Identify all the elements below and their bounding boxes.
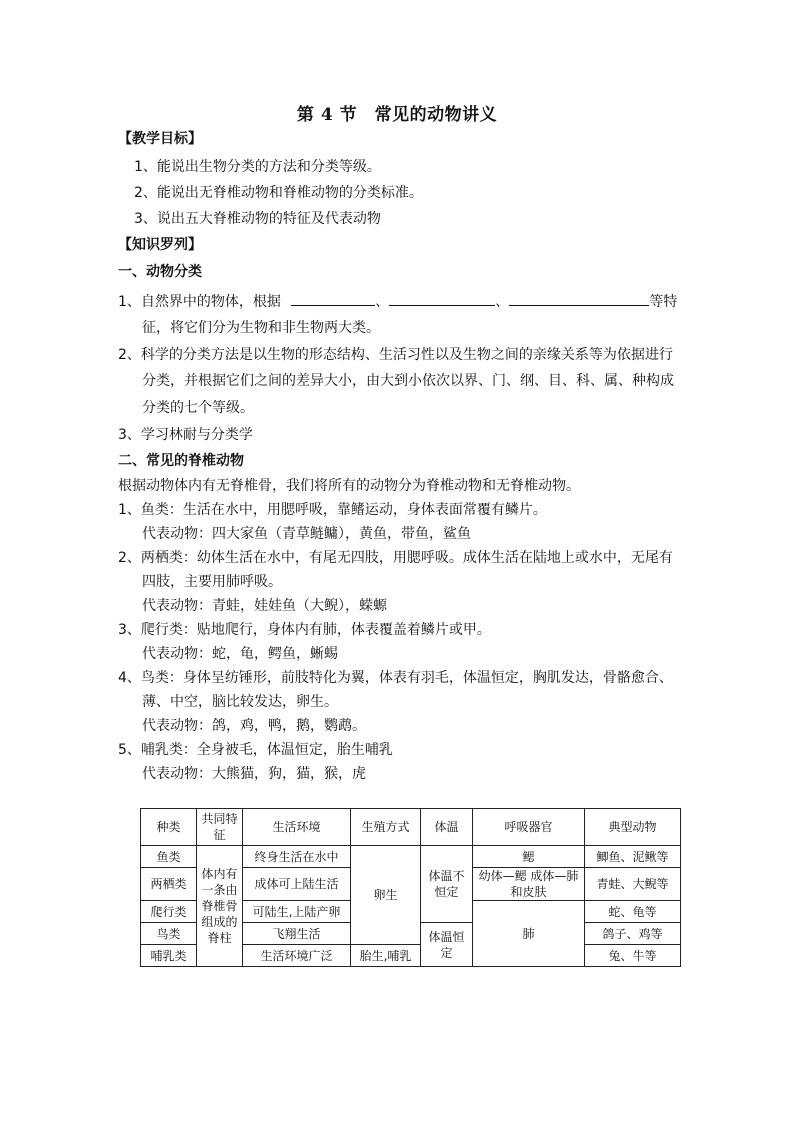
- temp-constant-cell: 体温恒定: [421, 923, 473, 967]
- resp-amph-cell: 幼体—鳃 成体—肺和皮肤: [473, 868, 585, 901]
- amphibian-representatives: 代表动物：青蛙，娃娃鱼（大鲵），蝾螈: [142, 598, 387, 614]
- paragraph-line: 分类的七个等级。: [142, 400, 254, 416]
- kind-cell: 哺乳类: [141, 945, 197, 967]
- bird-description: 4、鸟类：身体呈纺锤形，前肢特化为翼，体表有羽毛，体温恒定，胸肌发达，骨骼愈合、: [118, 670, 673, 686]
- mammal-description: 5、哺乳类：全身被毛，体温恒定，胎生哺乳: [118, 742, 393, 758]
- classification-table: [140, 808, 681, 967]
- section-heading-goals: 【教学目标】: [118, 131, 202, 147]
- kind-cell: 鱼类: [141, 846, 197, 868]
- fill-blank[interactable]: [509, 291, 649, 306]
- table-row: [141, 846, 681, 868]
- header-cell: 呼吸器官: [473, 809, 585, 846]
- header-cell: 生殖方式: [351, 809, 421, 846]
- env-cell: 可陆生,上陆产卵: [243, 901, 351, 923]
- kind-cell: 爬行类: [141, 901, 197, 923]
- env-cell: 终身生活在水中: [243, 846, 351, 868]
- header-cell: 生活环境: [243, 809, 351, 846]
- amphibian-description: 四肢，主要用肺呼吸。: [142, 574, 282, 590]
- repro-live-cell: 胎生,哺乳: [351, 945, 421, 967]
- amphibian-description: 2、两栖类：幼体生活在水中，有尾无四肢，用腮呼吸。成体生活在陆地上或水中，无尾有: [118, 550, 673, 566]
- page-title: 第 4 节 常见的动物讲义: [296, 105, 498, 125]
- header-cell: 共同特征: [197, 809, 243, 846]
- fish-representatives: 代表动物：四大家鱼（青草鲢鳙），黄鱼，带鱼，鲨鱼: [142, 526, 471, 542]
- separator: 、: [375, 294, 390, 310]
- paragraph-text: 等特: [649, 294, 678, 310]
- kind-cell: 两栖类: [141, 868, 197, 901]
- goal-item: 1、能说出生物分类的方法和分类等级。: [134, 159, 381, 175]
- fill-blank[interactable]: [291, 291, 375, 306]
- paragraph-line: 征，将它们分为生物和非生物两大类。: [142, 320, 380, 336]
- resp-gill-cell: 鳃: [473, 846, 585, 868]
- paragraph-line: 3、学习林耐与分类学: [118, 427, 253, 443]
- separator: 、: [495, 294, 510, 310]
- reptile-description: 3、爬行类：贴地爬行，身体内有肺，体表覆盖着鳞片或甲。: [118, 622, 491, 638]
- animals-cell: 蛇、龟等: [585, 901, 681, 923]
- header-cell: 典型动物: [585, 809, 681, 846]
- paragraph-line: 根据动物体内有无脊椎骨，我们将所有的动物分为脊椎动物和无脊椎动物。: [118, 478, 580, 494]
- fill-blank[interactable]: [389, 291, 495, 306]
- paragraph-line: [118, 291, 677, 312]
- part2-heading: 二、常见的脊椎动物: [118, 453, 244, 469]
- bird-description: 薄、中空，脑比较发达，卵生。: [142, 694, 338, 710]
- env-cell: 生活环境广泛: [243, 945, 351, 967]
- animals-cell: 青蛙、大鲵等: [585, 868, 681, 901]
- header-cell: 种类: [141, 809, 197, 846]
- animals-cell: 兔、牛等: [585, 945, 681, 967]
- part1-heading: 一、动物分类: [118, 264, 202, 280]
- animals-cell: 鲫鱼、泥鳅等: [585, 846, 681, 868]
- resp-lung-cell: 肺: [473, 901, 585, 967]
- section-heading-knowledge: 【知识罗列】: [118, 237, 202, 253]
- goal-item: 3、说出五大脊椎动物的特征及代表动物: [134, 211, 381, 227]
- table-header-row: [141, 809, 681, 846]
- header-cell: 体温: [421, 809, 473, 846]
- reptile-representatives: 代表动物：蛇，龟，鳄鱼，蜥蜴: [142, 646, 338, 662]
- fish-description: 1、鱼类：生活在水中，用腮呼吸，靠鳍运动，身体表面常覆有鳞片。: [118, 502, 547, 518]
- bird-representatives: 代表动物：鸽，鸡，鸭，鹅，鹦鹉。: [142, 718, 366, 734]
- repro-egg-cell: 卵生: [351, 846, 421, 945]
- shared-feature-cell: 体内有一条由脊椎骨组成的脊柱: [197, 846, 243, 967]
- kind-cell: 鸟类: [141, 923, 197, 945]
- paragraph-text: 1、自然界中的物体，根据: [118, 294, 281, 310]
- goal-item: 2、能说出无脊椎动物和脊椎动物的分类标准。: [134, 185, 423, 201]
- paragraph-line: 2、科学的分类方法是以生物的形态结构、生活习性以及生物之间的亲缘关系等为依据进行: [118, 347, 673, 363]
- mammal-representatives: 代表动物：大熊猫，狗，猫，猴，虎: [142, 766, 366, 782]
- paragraph-line: 分类，并根据它们之间的差异大小，由大到小依次以界、门、纲、目、科、属、种构成: [142, 373, 674, 389]
- temp-variable-cell: 体温不恒定: [421, 846, 473, 923]
- env-cell: 成体可上陆生活: [243, 868, 351, 901]
- animals-cell: 鸽子、鸡等: [585, 923, 681, 945]
- env-cell: 飞翔生活: [243, 923, 351, 945]
